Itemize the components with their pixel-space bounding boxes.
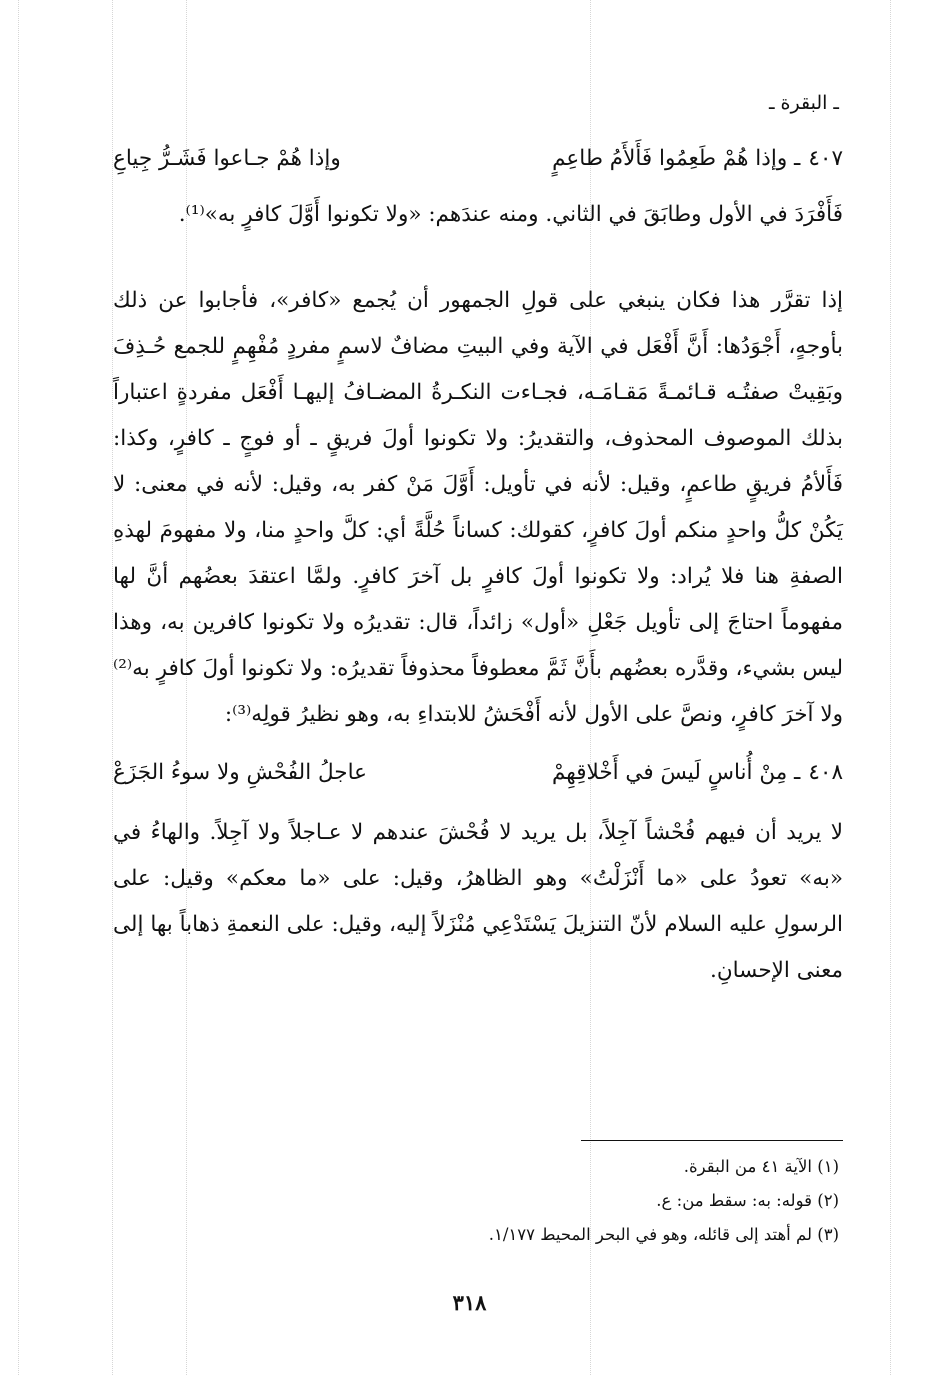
scan-artifact-line xyxy=(18,0,19,1375)
footnote-2: (٢) قوله: به: سقط من: ع. xyxy=(656,1191,839,1210)
verse-first-half-text: ـ مِنْ أُناسٍ لَيسَ في أَخْلاقِهِمْ xyxy=(552,760,801,785)
verse-first-half-text: ـ وإذا هُمْ طَعِمُوا فَأَلأَمُ طاعِمٍ xyxy=(552,146,801,171)
verse-second-half: عاجلُ الفُحْشِ ولا سوءُ الجَزَعْ xyxy=(113,760,367,785)
footnote-3: (٣) لم أهتد إلى قائله، وهو في البحر المحيط ١/١٧٧. xyxy=(488,1225,839,1244)
footnotes xyxy=(139,1150,839,1252)
running-header: ـ البقرة ـ xyxy=(768,92,839,114)
verse-number: ٤٠٧ xyxy=(808,146,843,171)
footnote-1: (١) الآية ٤١ من البقرة. xyxy=(683,1157,839,1176)
verse-number: ٤٠٨ xyxy=(808,760,843,785)
paragraph: إذا تقرَّر هذا فكان ينبغي على قولِ الجمهور أن يُجمع «كافر»، فأجابوا عن ذلك بأوجهٍ، أَجْوَدُها: أَنَّ أَفْعَل في الآية وفي البيتِ مضافٌ لاسمٍ مفردٍ مُفْهِمٍ للجمع حُـذِفَ وبَقِيتْ صفتُـه قـائمـةً مَقـامَـه، فجـاءت النكـرةُ المضـافُ إليهـا أَفْعَل مفردةٍ اعتباراً بذلك الموصوف المحذوف، والتقديرُ: ولا تكونوا أولَ فريقٍ ـ أو فوجٍ ـ كافرٍ، وكذا: فَأَلأمُ فريقٍ طاعمٍ، وقيل: لأنه في تأويل: أَوَّلَ مَنْ كفر به، وقيل: لأنه في معنى: لا يَكُنْ كلُّ واحدٍ منكم أولَ كافرٍ، كقولك: كساناً حُلَّةً أي: كلَّ واحدٍ منا، ولا مفهومَ لهذهِ الصفةِ هنا فلا يُراد: ولا تكونوا أولَ كافرٍ بل آخرَ كافرٍ. ولمَّا اعتقدَ بعضُهم أنَّ لها مفهوماً احتاجَ إلى تأويل جَعْلِ «أول» زائداً، قال: تقديرُه ولا تكونوا كافرين به، وهذا ليس بشيء، وقدَّره بعضُهم بأَنَّ ثَمَّ معطوفاً محذوفاً تقديرُه: ولا تكونوا أولَ كافرٍ به⁽²⁾ ولا آخرَ كافرٍ، ونصَّ على الأول لأنه أَفْحَشُ للابتداءِ به، وهو نظيرُ قولِه⁽³⁾: xyxy=(113,288,843,727)
poetry-verse-408 xyxy=(113,750,843,796)
verse-second-half: وإذا هُمْ جـاعوا فَشَـرُّ جِياعِ xyxy=(113,146,341,171)
page-number: ٣١٨ xyxy=(452,1290,487,1315)
poetry-verse-407 xyxy=(113,136,843,182)
paragraph: فَأَفْرَدَ في الأول وطابَقَ في الثاني. ومنه عندَهم: «ولا تكونوا أَوَّلَ كافرٍ به»⁽¹⁾. xyxy=(178,202,843,227)
footnote-divider xyxy=(581,1140,843,1141)
verse-first-half xyxy=(552,750,843,796)
main-text xyxy=(113,136,843,994)
scan-artifact-line xyxy=(890,0,891,1375)
paragraph: لا يريد أن فيهم فُحْشاً آجِلاً، بل يريد لا فُحْشَ عندهم لا عـاجلاً ولا آجِلاً. والهاءُ في «به» تعودُ على «ما أَنْزَلْتُ» وهو الظاهرُ، وقيل: على «ما معكم» وقيل: على الرسولِ عليه السلام لأنّ التنزيلَ يَسْتَدْعِي مُنْزَلاً إليه، وقيل: على النعمةِ ذهاباً بها إلى معنى الإحسانِ. xyxy=(113,820,843,983)
verse-first-half xyxy=(552,136,843,182)
